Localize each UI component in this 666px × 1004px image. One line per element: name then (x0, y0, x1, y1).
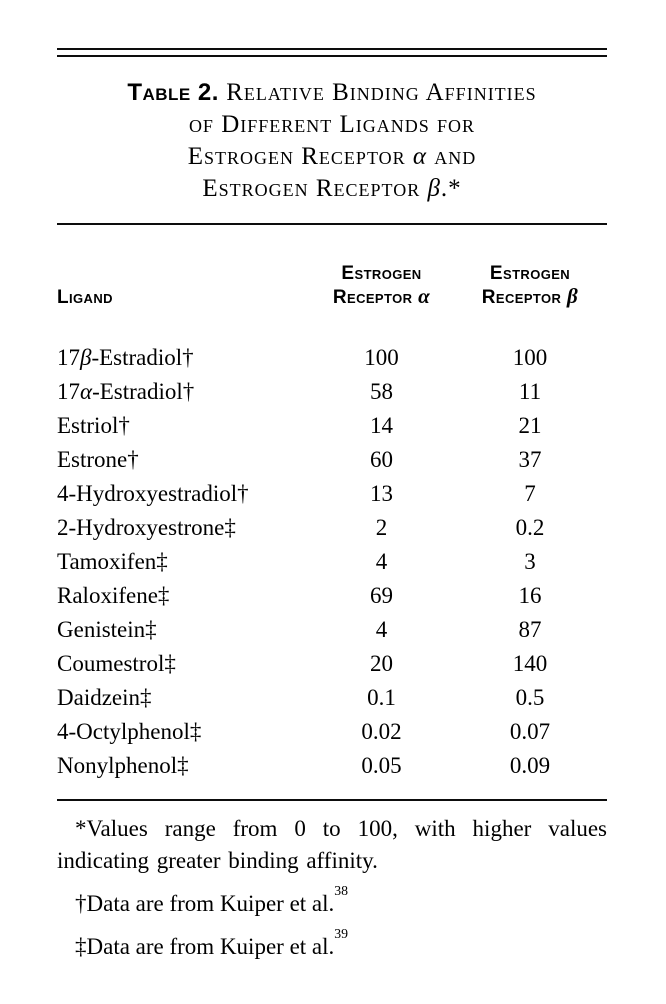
ligand-name: 17α-Estradiol† (57, 379, 195, 404)
table-row (57, 409, 607, 443)
er-beta-value: 140 (512, 651, 548, 676)
col-alpha-top: Estrogen (341, 263, 422, 284)
er-alpha-value: 14 (370, 413, 393, 438)
table-row (57, 545, 607, 579)
footnote-double-dagger (57, 926, 607, 963)
table-row (57, 579, 607, 613)
table-row (57, 681, 607, 715)
er-alpha-value: 13 (370, 481, 393, 506)
ligand-name: Tamoxifen‡ (57, 549, 168, 574)
table-row (57, 443, 607, 477)
er-beta-value: 0.09 (509, 753, 551, 778)
er-alpha-value: 2 (375, 515, 388, 540)
alpha-symbol: α (418, 284, 431, 308)
col-alpha-bottom: Receptor (332, 287, 419, 308)
er-beta-value: 87 (518, 617, 542, 642)
title-text-3: Estrogen Receptor (187, 143, 413, 170)
er-alpha-value: 100 (364, 345, 399, 370)
title-text-1: Relative Binding Affinities (218, 79, 537, 106)
ligand-name: Coumestrol‡ (57, 651, 176, 676)
footnote-marker: * (75, 816, 87, 841)
footnote-text: Data are from Kuiper et al. (86, 891, 335, 916)
er-beta-value: 0.07 (509, 719, 551, 744)
ligand-name: 4-Octylphenol‡ (57, 719, 202, 744)
reference-number: 39 (334, 926, 349, 942)
er-alpha-value: 4 (375, 549, 388, 574)
table-bottom-rule (57, 799, 607, 801)
er-beta-value: 21 (518, 413, 542, 438)
title-text-3b: and (427, 143, 477, 170)
table-row (57, 375, 607, 409)
ligand-name: Estrone† (57, 447, 139, 472)
er-beta-value: 0.2 (515, 515, 545, 540)
col-header-er-beta (453, 263, 607, 341)
er-alpha-value: 20 (370, 651, 393, 676)
title-line-1 (57, 77, 607, 109)
er-alpha-value: 0.1 (367, 685, 396, 710)
greek-letter: α (80, 379, 93, 404)
ligand-name: 4-Hydroxyestradiol† (57, 481, 249, 506)
table-row (57, 749, 607, 783)
table-body (57, 341, 607, 783)
er-beta-value: 16 (518, 583, 542, 608)
ligand-name: 2-Hydroxyestrone‡ (57, 515, 236, 540)
er-alpha-value: 0.02 (361, 719, 402, 744)
er-alpha-value: 58 (370, 379, 393, 404)
title-text-4: Estrogen Receptor (202, 175, 428, 202)
header-row (57, 263, 607, 341)
er-beta-value: 7 (524, 481, 536, 506)
ligand-name: Estriol† (57, 413, 130, 438)
er-beta-value: 11 (518, 379, 542, 404)
er-beta-value: 0.5 (515, 685, 545, 710)
col-beta-top: Estrogen (489, 263, 571, 284)
er-alpha-value: 60 (370, 447, 393, 472)
er-beta-value: 3 (524, 549, 536, 574)
title-line-3 (57, 141, 607, 173)
table-row (57, 715, 607, 749)
title-line-4 (57, 173, 607, 205)
table-row (57, 511, 607, 545)
ligand-name: Raloxifene‡ (57, 583, 170, 608)
reference-number: 38 (334, 883, 349, 899)
ligand-name: Daidzein‡ (57, 685, 152, 710)
title-text-4b: .* (440, 175, 462, 202)
alpha-symbol: α (412, 143, 427, 170)
footnote-values-range (57, 813, 607, 877)
footnotes (57, 813, 607, 963)
er-beta-value: 37 (518, 447, 542, 472)
footnote-marker: ‡ (75, 934, 87, 959)
table-row (57, 341, 607, 375)
binding-affinity-table (57, 263, 607, 783)
beta-symbol: β (567, 284, 579, 308)
title-line-2: of Different Ligands for (188, 111, 476, 138)
top-double-rule (57, 48, 607, 57)
table-container (57, 0, 607, 963)
ligand-name: 17β-Estradiol† (57, 345, 194, 370)
footnote-text: Data are from Kuiper et al. (86, 934, 335, 959)
table-row (57, 647, 607, 681)
col-header-er-alpha (310, 263, 453, 341)
title-separator-rule (57, 223, 607, 225)
greek-letter: β (80, 345, 92, 370)
footnote-marker: † (75, 891, 87, 916)
col-beta-bottom: Receptor (481, 287, 568, 308)
footnote-text: Values range from 0 to 100, with higher values indicating greater binding affinity. (57, 816, 607, 873)
table-row (57, 477, 607, 511)
table-number-label: Table 2. (127, 79, 219, 106)
er-alpha-value: 4 (375, 617, 388, 642)
ligand-name: Nonylphenol‡ (57, 753, 189, 778)
table-title (57, 77, 607, 205)
er-beta-value: 100 (512, 345, 548, 370)
beta-symbol: β (427, 175, 441, 202)
ligand-name: Genistein‡ (57, 617, 157, 642)
table-row (57, 613, 607, 647)
er-alpha-value: 69 (370, 583, 393, 608)
footnote-dagger (57, 883, 607, 920)
col-header-ligand: Ligand (57, 287, 113, 308)
er-alpha-value: 0.05 (361, 753, 402, 778)
